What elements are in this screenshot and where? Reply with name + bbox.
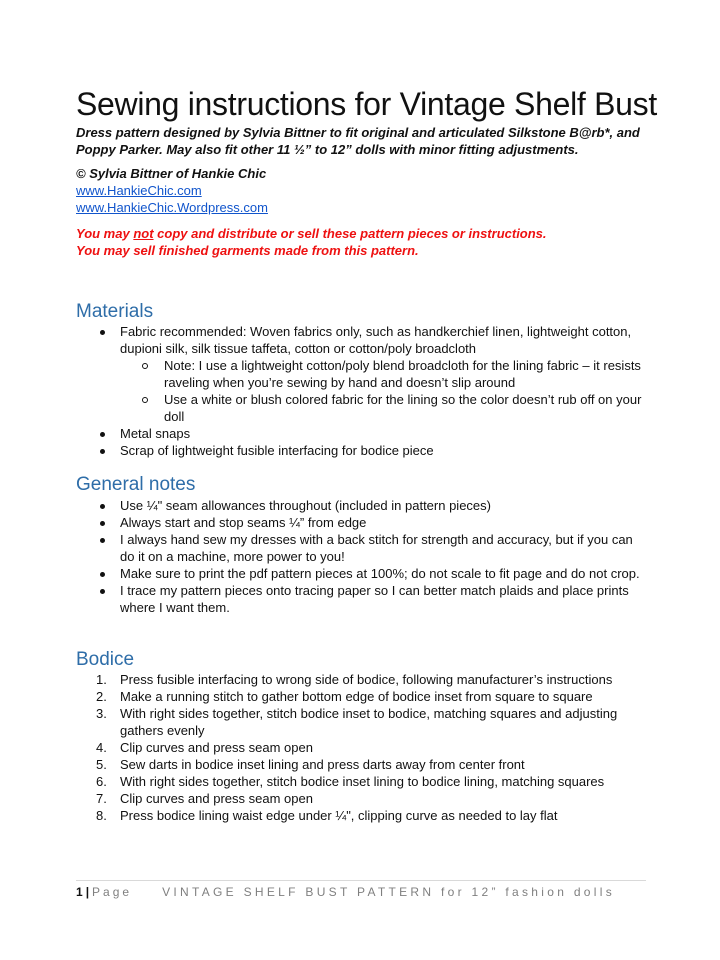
sell-notice: You may sell finished garments made from this pattern.	[76, 243, 419, 258]
step-text: Clip curves and press seam open	[120, 740, 313, 755]
bullet-icon	[100, 572, 105, 577]
step-text: With right sides together, stitch bodice inset to bodice, matching squares and adjusting gathers evenly	[120, 706, 618, 738]
step-number: 3.	[96, 706, 107, 721]
list-item	[76, 497, 646, 514]
bullet-icon	[100, 449, 105, 454]
step-number: 7.	[96, 791, 107, 806]
step-text: Press fusible interfacing to wrong side of bodice, following manufacturer’s instructions	[120, 672, 613, 687]
page-label: Page	[92, 885, 133, 899]
general-notes-list	[76, 497, 646, 616]
step-text: With right sides together, stitch bodice inset lining to bodice lining, matching squares	[120, 774, 605, 789]
list-item	[76, 514, 646, 531]
list-item	[76, 323, 646, 357]
step-text: Make a running stitch to gather bottom edge of bodice inset from square to square	[120, 689, 593, 704]
list-item-text: Make sure to print the pdf pattern pieces at 100%; do not scale to fit page and do not crop.	[120, 566, 640, 581]
step-item	[76, 739, 646, 756]
step-number: 4.	[96, 740, 107, 755]
step-item	[76, 807, 646, 824]
bullet-icon	[100, 538, 105, 543]
bullet-icon	[100, 521, 105, 526]
list-item-text: I trace my pattern pieces onto tracing paper so I can better match plaids and place prints where I want them.	[120, 583, 629, 615]
copy-notice-pre: You may	[76, 226, 134, 241]
bodice-steps-list	[76, 671, 646, 824]
list-subitem	[76, 391, 646, 425]
copyright-line: © Sylvia Bittner of Hankie Chic	[76, 166, 267, 181]
general-notes-heading: General notes	[76, 474, 196, 495]
document-subtitle: Dress pattern designed by Sylvia Bittner to fit original and articulated Silkstone B@rb*, and Poppy Parker. May also fit other 11 ½” to 12” dolls with minor fitting adjustments.	[76, 125, 640, 157]
hollow-bullet-icon	[142, 397, 148, 403]
list-item	[76, 442, 646, 459]
footer-separator: |	[85, 885, 90, 899]
step-item	[76, 705, 646, 739]
list-subitem	[76, 357, 646, 391]
list-subitem-text: Use a white or blush colored fabric for the lining so the color doesn’t rub off on your doll	[164, 392, 642, 424]
bullet-icon	[100, 589, 105, 594]
list-item-text: Use ¼" seam allowances throughout (included in pattern pieces)	[120, 498, 491, 513]
step-item	[76, 688, 646, 705]
step-item	[76, 773, 646, 790]
list-item-text: Always start and stop seams ¼” from edge	[120, 515, 367, 530]
step-text: Sew darts in bodice inset lining and press darts away from center front	[120, 757, 525, 772]
step-number: 1.	[96, 672, 107, 687]
list-item	[76, 425, 646, 442]
materials-heading: Materials	[76, 301, 154, 322]
bullet-icon	[100, 330, 105, 335]
page-number: 1	[76, 885, 83, 899]
step-item	[76, 671, 646, 688]
step-number: 5.	[96, 757, 107, 772]
list-item-text: I always hand sew my dresses with a back stitch for strength and accuracy, but if you can do it on a machine, more power to you!	[120, 532, 633, 564]
page-footer	[76, 884, 615, 900]
list-item-text: Metal snaps	[120, 426, 191, 441]
list-subitem-text: Note: I use a lightweight cotton/poly blend broadcloth for the lining fabric – it resists raveling when you’re sewing by hand and doesn’t slip around	[164, 358, 641, 390]
list-item-text: Scrap of lightweight fusible interfacing for bodice piece	[120, 443, 434, 458]
footer-title: VINTAGE SHELF BUST PATTERN for 12” fashion dolls	[162, 885, 616, 899]
copy-notice	[76, 225, 547, 242]
step-number: 6.	[96, 774, 107, 789]
copy-notice-not: not	[133, 226, 154, 241]
step-item	[76, 790, 646, 807]
hankiechic-wordpress-link[interactable]: www.HankieChic.Wordpress.com	[76, 200, 268, 215]
list-item	[76, 531, 646, 565]
step-text: Clip curves and press seam open	[120, 791, 313, 806]
step-number: 8.	[96, 808, 107, 823]
step-item	[76, 756, 646, 773]
footer-divider	[76, 880, 646, 881]
list-item	[76, 582, 646, 616]
list-item-text: Fabric recommended: Woven fabrics only, such as handkerchief linen, lightweight cotton, dupioni silk, silk tissue taffeta, cotton or cotton/poly broadcloth	[120, 324, 632, 356]
list-item	[76, 565, 646, 582]
hankiechic-link[interactable]: www.HankieChic.com	[76, 183, 202, 198]
step-text: Press bodice lining waist edge under ¼", clipping curve as needed to lay flat	[120, 808, 558, 823]
copy-notice-post: copy and distribute or sell these pattern pieces or instructions.	[153, 226, 547, 241]
bodice-heading: Bodice	[76, 649, 135, 670]
materials-list	[76, 323, 646, 459]
step-number: 2.	[96, 689, 107, 704]
bullet-icon	[100, 504, 105, 509]
document-title: Sewing instructions for Vintage Shelf Bust	[76, 86, 657, 122]
hollow-bullet-icon	[142, 363, 148, 369]
bullet-icon	[100, 432, 105, 437]
